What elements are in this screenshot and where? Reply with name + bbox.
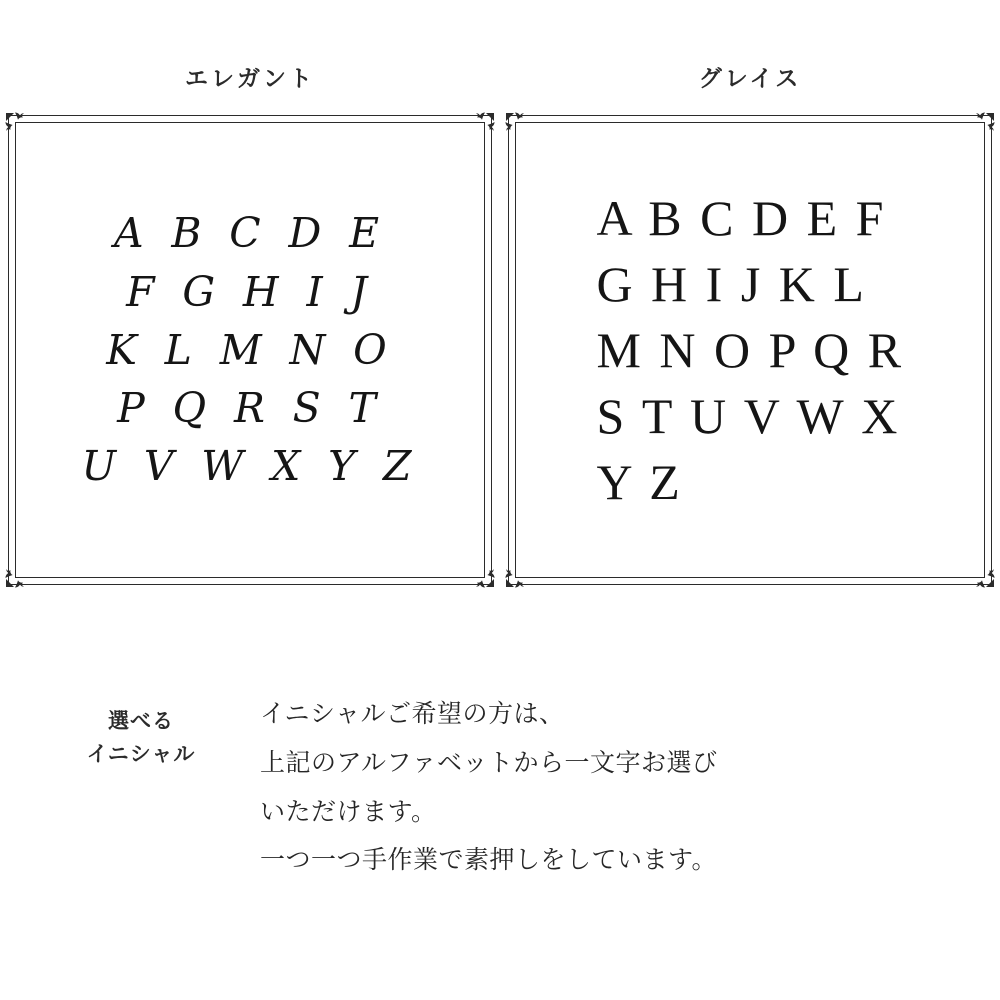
- note-body-line: イニシャルご希望の方は、: [260, 700, 565, 728]
- note-label: [66, 690, 216, 771]
- alphabet-frame-elegant: [8, 115, 492, 585]
- corner-ornament-icon: [3, 564, 29, 590]
- alphabet-row: M N O P Q R: [596, 322, 904, 378]
- note-label-line1: 選べる: [108, 710, 174, 733]
- corner-ornament-icon: [471, 564, 497, 590]
- corner-ornament-icon: [471, 110, 497, 136]
- panel-title-grace: グレイス: [698, 65, 802, 91]
- alphabet-row: U V W X Y Z: [81, 442, 419, 491]
- note-body-line: いただけます。: [260, 797, 437, 826]
- alphabet-frame-grace: [508, 115, 992, 585]
- panel-title-elegant: エレガント: [185, 65, 315, 91]
- font-sample-panels: [0, 60, 1000, 585]
- alphabet-row: S T U V W X: [596, 388, 900, 444]
- initial-note-section: [0, 690, 1000, 885]
- note-body-line: 一つ一つ手作業で素押しをしています。: [260, 846, 718, 875]
- font-sample-panel-grace: [508, 60, 992, 585]
- alphabet-row: Y Z: [596, 454, 683, 510]
- note-body-line: 上記のアルファベットから一文字お選び: [260, 748, 718, 777]
- alphabet-row: P Q R S T: [117, 384, 383, 433]
- corner-ornament-icon: [971, 564, 997, 590]
- alphabet-row: A B C D E: [113, 209, 387, 258]
- note-body: [216, 690, 1000, 885]
- note-label-line2: イニシャル: [86, 742, 196, 766]
- corner-ornament-icon: [503, 564, 529, 590]
- alphabet-row: A B C D E F: [596, 190, 886, 246]
- font-sample-panel-elegant: [8, 60, 492, 585]
- alphabet-list-grace: [528, 141, 972, 559]
- alphabet-list-elegant: [28, 141, 472, 559]
- alphabet-row: G H I J K L: [596, 256, 867, 312]
- corner-ornament-icon: [971, 110, 997, 136]
- corner-ornament-icon: [503, 110, 529, 136]
- alphabet-row: F G H I J: [126, 267, 374, 316]
- alphabet-row: K L M N O: [106, 325, 394, 374]
- corner-ornament-icon: [3, 110, 29, 136]
